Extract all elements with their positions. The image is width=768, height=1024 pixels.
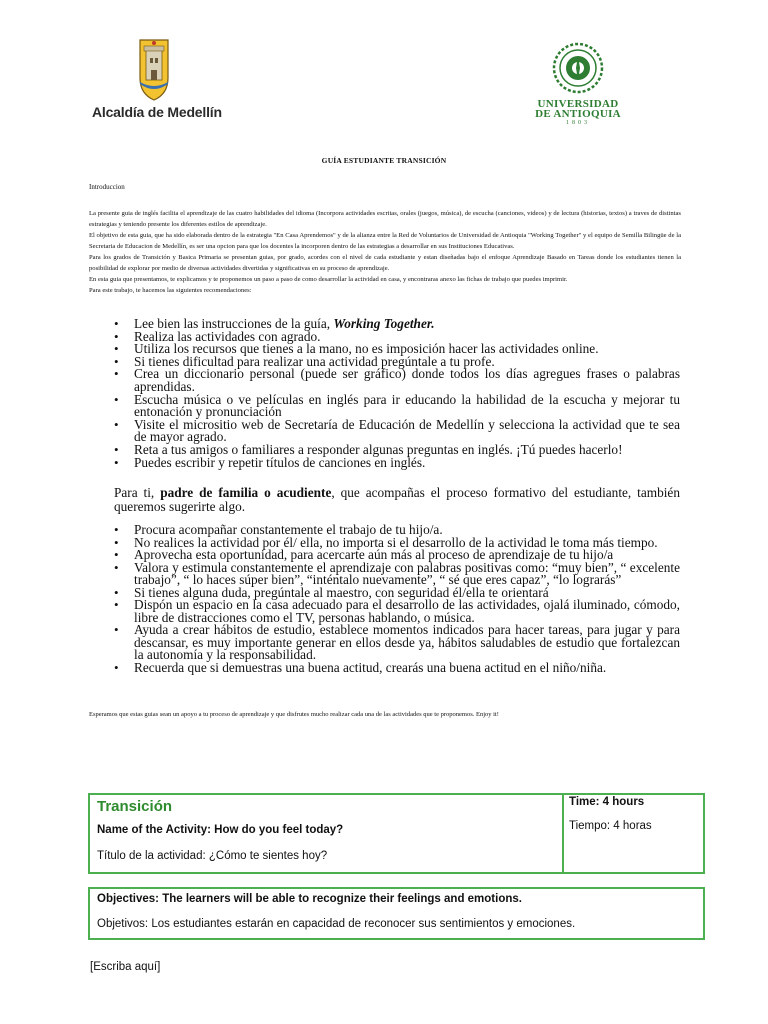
recommendation-text: Lee bien las instrucciones de la guía,: [134, 316, 334, 331]
intro-body: [89, 208, 681, 296]
parent-intro-prefix: Para ti,: [114, 485, 161, 500]
document-title: GUÍA ESTUDIANTE TRANSICIÓN: [321, 156, 447, 165]
intro-paragraph-2: El objetivo de esta guia, que ha sido elaborada dentro de la estrategia "En Casa Aprendemos" y de la alianza entre la Red de Voluntarios de Universidad de Antioquia "Working Together" y el equipo de Semilla Bilingüe de la Secretaria de Educacion de Medellín, es ser una opcion para que los docentes la incorporen dentro de las estrategias a desarrollar en sus Instituciones Educativas.: [89, 232, 681, 250]
activity-box-divider: [562, 795, 564, 872]
parent-intro-paragraph: [114, 486, 680, 514]
objectives-en: Objectives: The learners will be able to recognize their feelings and emotions.: [97, 893, 522, 905]
udea-logo: [533, 42, 623, 124]
parent-tips-list: [114, 524, 680, 674]
list-item: • Realiza las actividades con agrado.: [114, 331, 680, 344]
activity-box: [88, 793, 705, 874]
intro-label: Introduccion: [89, 183, 125, 191]
parent-intro-suffix: , que acompañas el proceso formativo del estudiante, también queremos sugerirte algo.: [114, 485, 680, 514]
udea-name-line1: UNIVERSIDAD: [537, 98, 619, 110]
recommendations-list: [114, 318, 680, 469]
parent-intro-bold: padre de familia o acudiente: [160, 485, 332, 500]
working-together-emphasis: Working Together.: [333, 316, 435, 331]
intro-paragraph-1: La presente guia de inglés facilita el aprendizaje de las cuatro habilidades del idioma (Incorpora actividades escritas, orales (juegos, música), de escucha (canciones, videos) y de lectura (historias, textos) a traves de distintas estrategias y teniendo presente los diferentes estilos de aprendizaje.: [89, 210, 681, 228]
list-item: • Puedes escribir y repetir títulos de canciones en inglés.: [114, 457, 680, 470]
list-item: • Visite el micrositio web de Secretaría de Educación de Medellín y selecciona la actividad que te sea de mayor agrado.: [114, 419, 680, 444]
alcaldia-logo-text: Alcaldía de Medellín: [92, 104, 222, 120]
udea-name-line2: DE ANTIOQUIA: [535, 108, 621, 120]
list-item: • Si tienes alguna duda, pregúntale al maestro, con seguridad él/ella te orientará: [114, 587, 680, 600]
list-item: • Ayuda a crear hábitos de estudio, establece momentos indicados para hacer tareas, para jugar y para descansar, es muy importante generar en ellos desde ya, hábitos saludables de estudio que fortalezcan la autonomía y la responsabilidad.: [114, 624, 680, 662]
udea-founding-year: 1803: [566, 120, 590, 126]
intro-paragraph-5: Para este trabajo, te hacemos las siguientes recomendaciones:: [89, 287, 252, 294]
objectives-es: Objetivos: Los estudiantes estarán en capacidad de reconocer sus sentimientos y emociones.: [97, 918, 576, 930]
list-item: • Reta a tus amigos o familiares a responder algunas preguntas en inglés. ¡Tú puedes hacerlo!: [114, 444, 680, 457]
activity-time-es: Tiempo: 4 horas: [569, 820, 652, 832]
footer-placeholder[interactable]: [Escriba aquí]: [90, 961, 161, 973]
list-item: • Recuerda que si demuestras una buena actitud, crearás una buena actitud en el niño/niña.: [114, 662, 680, 675]
intro-paragraph-3: Para los grados de Transición y Basica Primaria se presentan guias, por grado, acordes con el nivel de cada estudiante y estan diseñadas bajo el enfoque Aprendizaje Basado en Tareas donde los estudiantes tienen la posibilidad de explorar por medio de diversas actividades divertidas y significativas en su proceso de aprendizaje.: [89, 254, 681, 272]
list-item: • No realices la actividad por él/ ella, no importa si el desarrollo de la actividad le toma más tiempo.: [114, 537, 680, 550]
list-item: • Si tienes dificultad para realizar una actividad pregúntale a tu profe.: [114, 356, 680, 369]
objectives-box: [88, 887, 705, 940]
closing-note: Esperamos que estas guias sean un apoyo a tu proceso de aprendizaje y que disfrutes mucho realizar cada una de las actividades que te proponemos. Enjoy it!: [89, 711, 499, 718]
alcaldia-medellin-logo: [92, 36, 222, 122]
activity-time-en: Time: 4 hours: [569, 796, 645, 808]
list-item: • Aprovecha esta oportunidad, para acercarte aún más al proceso de aprendizaje de tu hijo/a: [114, 549, 680, 562]
activity-name-es: Título de la actividad: ¿Cómo te sientes hoy?: [97, 850, 328, 862]
activity-name-en: Name of the Activity: How do you feel today?: [97, 824, 344, 836]
udea-seal-icon: [550, 42, 606, 94]
intro-paragraph-4: En esta guia que presentamos, te explicamos y te proponemos un paso a paso de como desarrollar la actividad en casa, y encontraras anexo las fichas de trabajo que puedes imprimir.: [89, 276, 568, 283]
list-item: • Crea un diccionario personal (puede ser gráfico) donde todos los días agregues frases o palabras aprendidas.: [114, 368, 680, 393]
list-item: • Escucha música o ve películas en inglés para ir educando la habilidad de la escucha y mejorar tu entonación y pronunciación: [114, 394, 680, 419]
list-item: • Dispón un espacio en la casa adecuado para el desarrollo de las actividades, ojalá iluminado, cómodo, libre de distracciones como el TV, personas hablando, o música.: [114, 599, 680, 624]
list-item: • Valora y estimula constantemente el aprendizaje con palabras positivas como: “muy bien”, “ excelente trabajo”, “ lo haces súper bien”, “inténtalo nuevamente”, “ sé que eres capaz”, “lo lograrás”: [114, 562, 680, 587]
list-item: • Procura acompañar constantemente el trabajo de tu hijo/a.: [114, 524, 680, 537]
coat-of-arms-icon: [134, 36, 174, 102]
activity-grade-title: Transición: [97, 798, 173, 815]
list-item: • Utiliza los recursos que tienes a la mano, no es imposición hacer las actividades online.: [114, 343, 680, 356]
